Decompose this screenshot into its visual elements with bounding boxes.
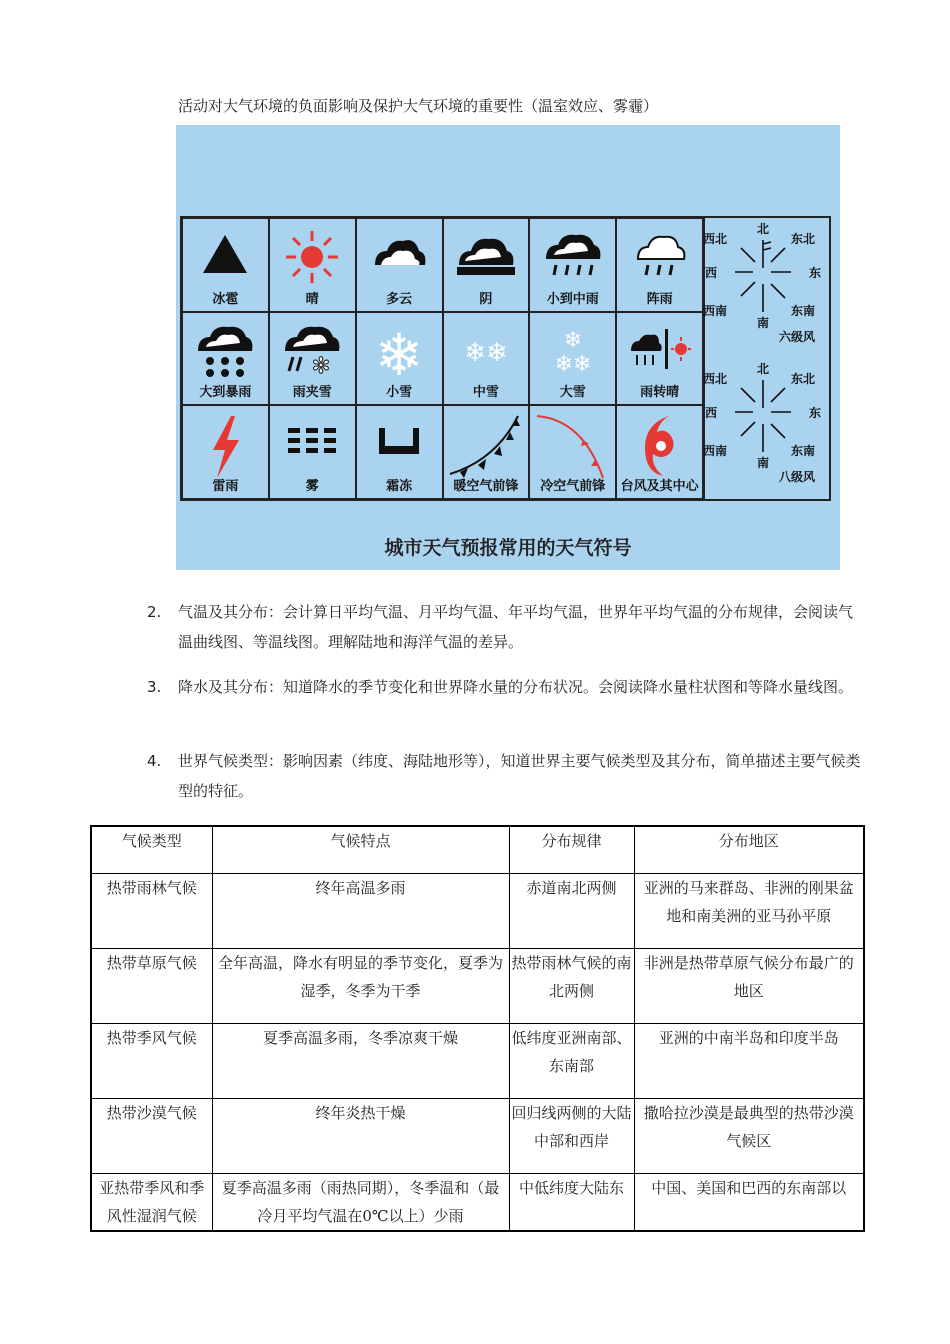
- list-item: [147, 746, 867, 806]
- wind-legend: [701, 216, 831, 501]
- svg-text:❄: ❄: [374, 320, 424, 383]
- table-row: [91, 1023, 864, 1098]
- sleet-icon: [279, 321, 345, 379]
- wind8-title: 八级风: [779, 470, 816, 484]
- cold-front-icon: [533, 410, 613, 484]
- symbol-frost: [356, 405, 443, 499]
- symbol-heavy-snow: [529, 312, 616, 406]
- symbol-label: 雷雨: [212, 478, 239, 494]
- table-cell: 低纬度亚洲南部、东南部: [509, 1023, 634, 1098]
- table-cell: 中低纬度大陆东: [509, 1173, 634, 1231]
- table-cell: 亚洲的中南半岛和印度半岛: [634, 1023, 864, 1098]
- table-cell: 夏季高温多雨，冬季凉爽干燥: [212, 1023, 509, 1098]
- symbol-moderate-snow: [443, 312, 530, 406]
- table-row: [91, 948, 864, 1023]
- wind8-s: 南: [757, 456, 770, 470]
- table-cell: 热带季风气候: [91, 1023, 212, 1098]
- svg-text:❄❄: ❄❄: [464, 337, 508, 368]
- shower-icon: [630, 227, 690, 283]
- wind6-ne: 东北: [791, 232, 816, 246]
- table-cell: 热带草原气候: [91, 948, 212, 1023]
- wind6-n: 北: [757, 222, 770, 236]
- symbol-light-snow: [356, 312, 443, 406]
- symbol-label: 小到中雨: [546, 291, 599, 307]
- heavy-rain-icon: [192, 321, 258, 379]
- table-cell: 亚热带季风和季风性湿润气候: [91, 1173, 212, 1231]
- symbol-sunny: [269, 218, 356, 312]
- table-cell: 赤道南北两侧: [509, 873, 634, 948]
- table-cell: 撒哈拉沙漠是最典型的热带沙漠气候区: [634, 1098, 864, 1173]
- list-item: [147, 672, 867, 702]
- table-cell: 热带雨林气候的南北两侧: [509, 948, 634, 1023]
- table-row: [91, 1098, 864, 1173]
- wind8-n: 北: [757, 362, 770, 376]
- symbol-typhoon: [616, 405, 703, 499]
- symbol-sleet: [269, 312, 356, 406]
- list-number: 2.: [147, 603, 162, 621]
- symbol-cloudy: [356, 218, 443, 312]
- symbol-overcast: [443, 218, 530, 312]
- wind6-w: 西: [705, 266, 718, 280]
- moderate-snow-icon: [453, 321, 519, 371]
- wind6-s: 南: [757, 316, 770, 330]
- symbol-rain-to-sunny: [616, 312, 703, 406]
- list-text: 气温及其分布：会计算日平均气温、月平均气温、年平均气温，世界年平均气温的分布规律，会阅读气温曲线图、等温线图。理解陆地和海洋气温的差异。: [178, 603, 854, 651]
- table-cell: 亚洲的马来群岛、非洲的刚果盆地和南美洲的亚马孙平原: [634, 873, 864, 948]
- wind8-ne: 东北: [791, 372, 816, 386]
- svg-text:❄: ❄: [563, 327, 582, 353]
- wind8-w: 西: [705, 406, 718, 420]
- symbol-label: 晴: [305, 291, 319, 307]
- table-header: 气候特点: [212, 826, 509, 873]
- table-header-row: [91, 826, 864, 873]
- symbol-light-rain: [529, 218, 616, 312]
- symbol-label: 中雪: [472, 385, 499, 401]
- figure-caption: 城市天气预报常用的天气符号: [384, 537, 632, 559]
- frost-icon: [373, 414, 425, 464]
- wind6-nw: 西北: [703, 232, 728, 246]
- table-header: 分布地区: [634, 826, 864, 873]
- table-cell: 非洲是热带草原气候分布最广的地区: [634, 948, 864, 1023]
- table-cell: 终年炎热干燥: [212, 1098, 509, 1173]
- wind8-sw: 西南: [703, 444, 728, 458]
- fog-icon: [286, 414, 338, 464]
- symbol-label: 雨夹雪: [292, 385, 332, 401]
- overcast-icon: [453, 227, 519, 279]
- svg-text:❄❄: ❄❄: [554, 351, 592, 377]
- symbol-label: 冰雹: [212, 291, 239, 307]
- list-number: 3.: [147, 678, 162, 696]
- table-header: 分布规律: [509, 826, 634, 873]
- table-row: [91, 873, 864, 948]
- weather-symbols-figure: [176, 125, 840, 570]
- rain-to-sun-icon: [627, 321, 693, 375]
- list-item: [147, 597, 867, 657]
- symbol-label: 冷空气前锋: [540, 478, 606, 494]
- rain-icon: [540, 227, 606, 283]
- wind8-e: 东: [809, 406, 822, 420]
- symbol-label: 阴: [479, 291, 493, 307]
- wind6-title: 六级风: [779, 330, 816, 344]
- sun-icon: [282, 227, 342, 285]
- wind6-e: 东: [809, 266, 822, 280]
- symbol-label: 多云: [386, 291, 413, 307]
- table-header: 气候类型: [91, 826, 212, 873]
- symbol-thunderstorm: [182, 405, 269, 499]
- table-cell: 热带沙漠气候: [91, 1098, 212, 1173]
- symbol-label: 小雪: [386, 385, 413, 401]
- symbol-shower: [616, 218, 703, 312]
- symbol-warm-front: [443, 405, 530, 499]
- symbol-label: 暖空气前锋: [453, 478, 519, 494]
- wind6-sw: 西南: [703, 304, 728, 318]
- symbol-label: 阵雨: [646, 291, 673, 307]
- symbol-label: 霜冻: [386, 478, 413, 494]
- partly-cloudy-icon: [367, 227, 431, 277]
- list-text: 降水及其分布：知道降水的季节变化和世界降水量的分布状况。会阅读降水量柱状图和等降水量线图。: [178, 678, 854, 696]
- table-cell: 热带雨林气候: [91, 873, 212, 948]
- svg-text:✻: ✻: [312, 353, 331, 379]
- symbol-grid: [180, 216, 705, 501]
- list-text: 世界气候类型：影响因素（纬度、海陆地形等），知道世界主要气候类型及其分布，简单描述主要气候类型的特征。: [178, 752, 861, 800]
- symbol-label: 大雪: [559, 385, 586, 401]
- climate-table: [90, 825, 865, 1232]
- symbol-heavy-rain: [182, 312, 269, 406]
- symbol-label: 雨转晴: [640, 385, 680, 401]
- wind8-nw: 西北: [703, 372, 728, 386]
- table-cell: 终年高温多雨: [212, 873, 509, 948]
- symbol-fog: [269, 405, 356, 499]
- heavy-snow-icon: [540, 321, 606, 377]
- list-number: 4.: [147, 752, 162, 770]
- typhoon-icon: [635, 414, 685, 480]
- symbol-cold-front: [529, 405, 616, 499]
- table-cell: 回归线两侧的大陆中部和西岸: [509, 1098, 634, 1173]
- wind6-se: 东南: [791, 304, 816, 318]
- wind8-se: 东南: [791, 444, 816, 458]
- symbol-hail: [182, 218, 269, 312]
- table-cell: 全年高温，降水有明显的季节变化，夏季为湿季，冬季为干季: [212, 948, 509, 1023]
- lightning-icon: [205, 414, 245, 480]
- table-row: [91, 1173, 864, 1231]
- intro-text: 活动对大气环境的负面影响及保护大气环境的重要性（温室效应、雾霾）: [178, 97, 659, 115]
- warm-front-icon: [446, 410, 526, 484]
- table-cell: 夏季高温多雨（雨热同期），冬季温和（最冷月平均气温在0℃以上）少雨: [212, 1173, 509, 1231]
- symbol-label: 台风及其中心: [620, 478, 699, 494]
- table-cell: 中国、美国和巴西的东南部以: [634, 1173, 864, 1231]
- hail-icon: [195, 227, 255, 283]
- snowflake-icon: [366, 321, 432, 383]
- symbol-label: 雾: [305, 478, 319, 494]
- symbol-label: 大到暴雨: [199, 385, 252, 401]
